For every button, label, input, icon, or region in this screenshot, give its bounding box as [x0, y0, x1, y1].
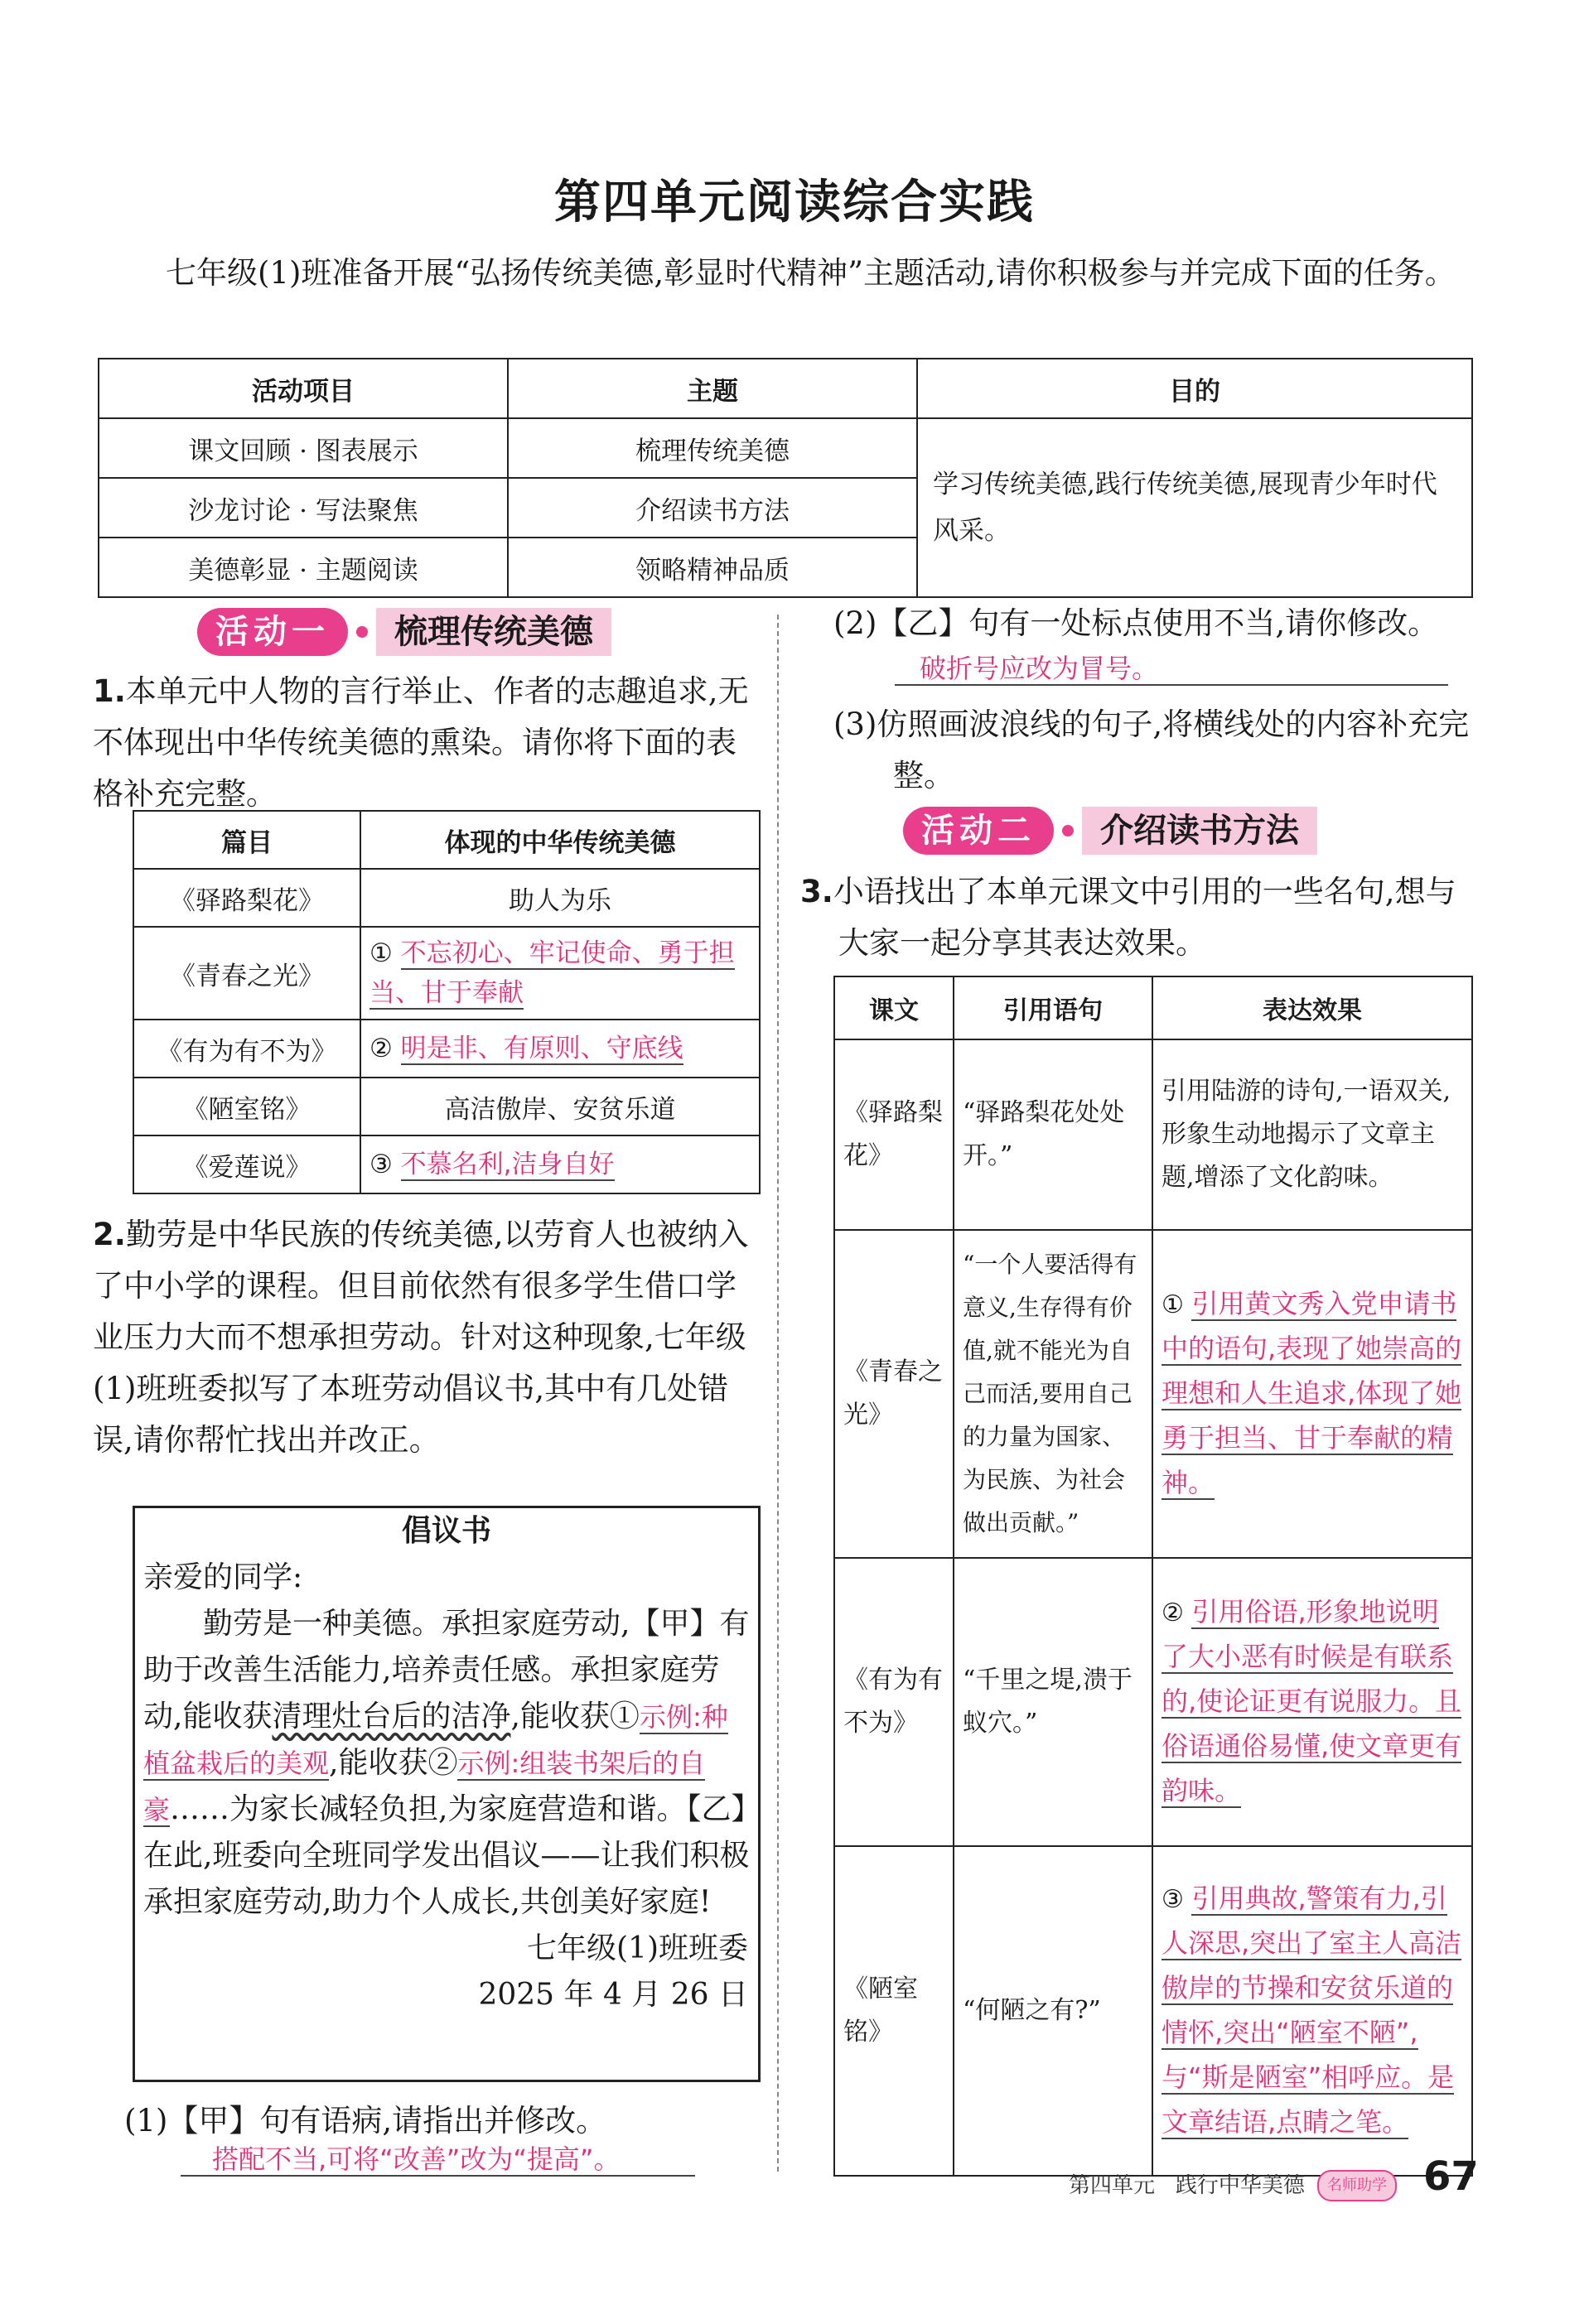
header-virtue: 体现的中华传统美德	[360, 811, 760, 869]
answer-text: 示例:种植盆栽后的美观	[143, 1701, 728, 1779]
activity-label: 梳理传统美德	[376, 608, 611, 656]
table-cell: 沙龙讨论 · 写法聚焦	[99, 478, 508, 538]
answer-text: 不慕名利,洁身自好	[400, 1150, 615, 1179]
letter-greeting: 亲爱的同学:	[143, 1560, 303, 1594]
answer-mark: ③	[1162, 1885, 1184, 1914]
answer-text: 不忘初心、牢记使命、勇于担当、甘于奉献	[369, 938, 735, 1008]
footer-unit: 第四单元	[1069, 2173, 1156, 2198]
page-footer	[1069, 2168, 1305, 2199]
header-purpose: 目的	[917, 359, 1472, 418]
table-cell: 高洁傲岸、安贫乐道	[360, 1078, 760, 1135]
answer-text: 引用黄文秀入党申请书中的语句,表现了她崇高的理想和人生追求,体现了她勇于担当、甘于奉献的精神。	[1162, 1288, 1462, 1498]
question-2	[93, 1209, 762, 1466]
answer-text: 搭配不当,可将“改善”改为“提高”。	[181, 2143, 695, 2177]
table-cell: 梳理传统美德	[508, 418, 917, 478]
table-cell: 课文回顾 · 图表展示	[99, 418, 508, 478]
wavy-sentence: 清理灶台后的洁净	[272, 1700, 511, 1733]
letter-text: ,能收获	[510, 1700, 610, 1733]
answer-mark: ①	[609, 1700, 640, 1733]
table-cell: “一个人要活得有意义,生存得有价值,就不能光为自己而活,要用自己的力量为国家、为民族、为社会做出贡献。”	[954, 1230, 1152, 1558]
answer-mark: ②	[369, 1034, 393, 1063]
proposal-letter	[133, 1506, 761, 2082]
answer-text: 破折号应改为冒号。	[895, 653, 1448, 686]
page-number: 67	[1423, 2153, 1479, 2200]
question-number: 1.	[93, 673, 126, 709]
table-cell: 《驿路梨花》	[834, 1039, 954, 1230]
subquestion-1-answer-line	[181, 2140, 752, 2177]
table-cell: 《有为有不为》	[834, 1558, 954, 1846]
activity-one-banner	[197, 605, 611, 659]
letter-date: 2025 年 4 月 26 日	[478, 1978, 748, 2012]
activity-two-banner	[903, 803, 1317, 858]
table-cell: 介绍读书方法	[508, 478, 917, 538]
quote-table	[833, 976, 1473, 2177]
publisher-logo: 名师助学	[1317, 2170, 1397, 2201]
banner-dot-icon	[356, 626, 368, 638]
answer-cell	[360, 927, 760, 1020]
answer-cell	[1152, 1230, 1472, 1558]
header-text: 课文	[834, 976, 954, 1039]
activity-tag: 活动二	[903, 807, 1054, 855]
answer-text: 引用俗语,形象地说明了大小恶有时候是有联系的,使论证更有说服力。且俗语通俗易懂,使文章更有韵味。	[1162, 1596, 1462, 1806]
virtue-table	[133, 810, 761, 1194]
answer-mark: ③	[369, 1150, 393, 1179]
question-text: 小语找出了本单元课文中引用的一些名句,想与大家一起分享其表达效果。	[833, 874, 1456, 961]
banner-dot-icon	[1062, 825, 1074, 837]
answer-cell	[1152, 1846, 1472, 2176]
table-cell: 《驿路梨花》	[133, 869, 360, 927]
answer-text: 示例:组装书架后的自豪	[143, 1748, 706, 1825]
letter-body	[135, 1601, 758, 1926]
table-cell: 《陋室铭》	[133, 1078, 360, 1135]
footer-topic: 践行中华美德	[1175, 2173, 1305, 2198]
intro-text: 七年级(1)班准备开展“弘扬传统美德,彰显时代精神”主题活动,请你积极参与并完成下面的任务。	[166, 255, 1456, 291]
table-cell: 美德彰显 · 主题阅读	[99, 538, 508, 597]
answer-cell	[360, 1020, 760, 1078]
letter-signature: 七年级(1)班班委	[527, 1931, 748, 1965]
table-cell: “何陋之有?”	[954, 1846, 1152, 2176]
subquestion-2-answer-line	[895, 649, 1475, 687]
answer-cell	[1152, 1558, 1472, 1846]
activity-tag: 活动一	[197, 608, 348, 656]
table-cell: 助人为乐	[360, 869, 760, 927]
subquestion-2: (2)【乙】句有一处标点使用不当,请你修改。	[833, 605, 1439, 641]
answer-text: 明是非、有原则、守底线	[400, 1034, 683, 1063]
question-1	[93, 666, 762, 820]
letter-text: 勤劳是一种美德。承担家庭劳动,【甲】有助于改善生活能力,培养责任感。承担家庭劳动,能收获	[143, 1607, 750, 1733]
question-3	[800, 866, 1478, 969]
question-text: 勤劳是中华民族的传统美德,以劳育人也被纳入了中小学的课程。但目前依然有很多学生借口学业压力大而不想承担劳动。针对这种现象,七年级(1)班班委拟写了本班劳动倡议书,其中有几处错误,请你帮忙找出并改正。	[93, 1217, 749, 1458]
header-project: 活动项目	[99, 359, 508, 418]
table-cell: 《陋室铭》	[834, 1846, 954, 2176]
table-cell: 《青春之光》	[133, 927, 360, 1020]
letter-heading: 倡议书	[401, 1514, 491, 1548]
header-effect: 表达效果	[1152, 976, 1472, 1039]
column-divider	[777, 615, 779, 2172]
answer-mark: ①	[369, 938, 393, 968]
activity-table	[98, 358, 1473, 598]
purpose-cell: 学习传统美德,践行传统美德,展现青少年时代风采。	[917, 418, 1472, 597]
answer-text: 引用典故,警策有力,引人深思,突出了室主人高洁傲岸的节操和安贫乐道的情怀,突出“陋室不陋”,与“斯是陋室”相呼应。是文章结语,点睛之笔。	[1162, 1883, 1462, 2138]
question-number: 3.	[800, 874, 833, 909]
table-cell: 《有为有不为》	[133, 1020, 360, 1078]
table-cell: “驿路梨花处处开。”	[954, 1039, 1152, 1230]
table-cell: 《爱莲说》	[133, 1135, 360, 1193]
question-number: 2.	[93, 1217, 126, 1252]
subquestion-1: (1)【甲】句有语病,请指出并修改。	[124, 2103, 607, 2138]
table-cell: 引用陆游的诗句,一语双关,形象生动地揭示了文章主题,增添了文化韵味。	[1152, 1039, 1472, 1230]
answer-mark: ①	[1162, 1290, 1184, 1319]
table-cell: 领略精神品质	[508, 538, 917, 597]
letter-text: ……为家长减轻负担,为家庭营造和谐。【乙】在此,班委向全班同学发出倡议——让我们积极承担家庭劳动,助力个人成长,共创美好家庭!	[143, 1792, 750, 1919]
table-cell: “千里之堤,溃于蚁穴。”	[954, 1558, 1152, 1846]
header-quote: 引用语句	[954, 976, 1152, 1039]
answer-mark: ②	[427, 1746, 458, 1780]
answer-mark: ②	[1162, 1598, 1184, 1627]
page-title: 第四单元阅读综合实践	[554, 175, 1035, 229]
question-text: 本单元中人物的言行举止、作者的志趣追求,无不体现出中华传统美德的熏染。请你将下面的表格补充完整。	[93, 673, 749, 812]
answer-cell	[360, 1135, 760, 1193]
subquestion-3: (3)仿照画波浪线的句子,将横线处的内容补充完整。	[833, 706, 1470, 793]
header-title: 篇目	[133, 811, 360, 869]
header-theme: 主题	[508, 359, 917, 418]
activity-label: 介绍读书方法	[1082, 807, 1317, 855]
letter-text: ,能收获	[329, 1746, 428, 1780]
table-cell: 《青春之光》	[834, 1230, 954, 1558]
